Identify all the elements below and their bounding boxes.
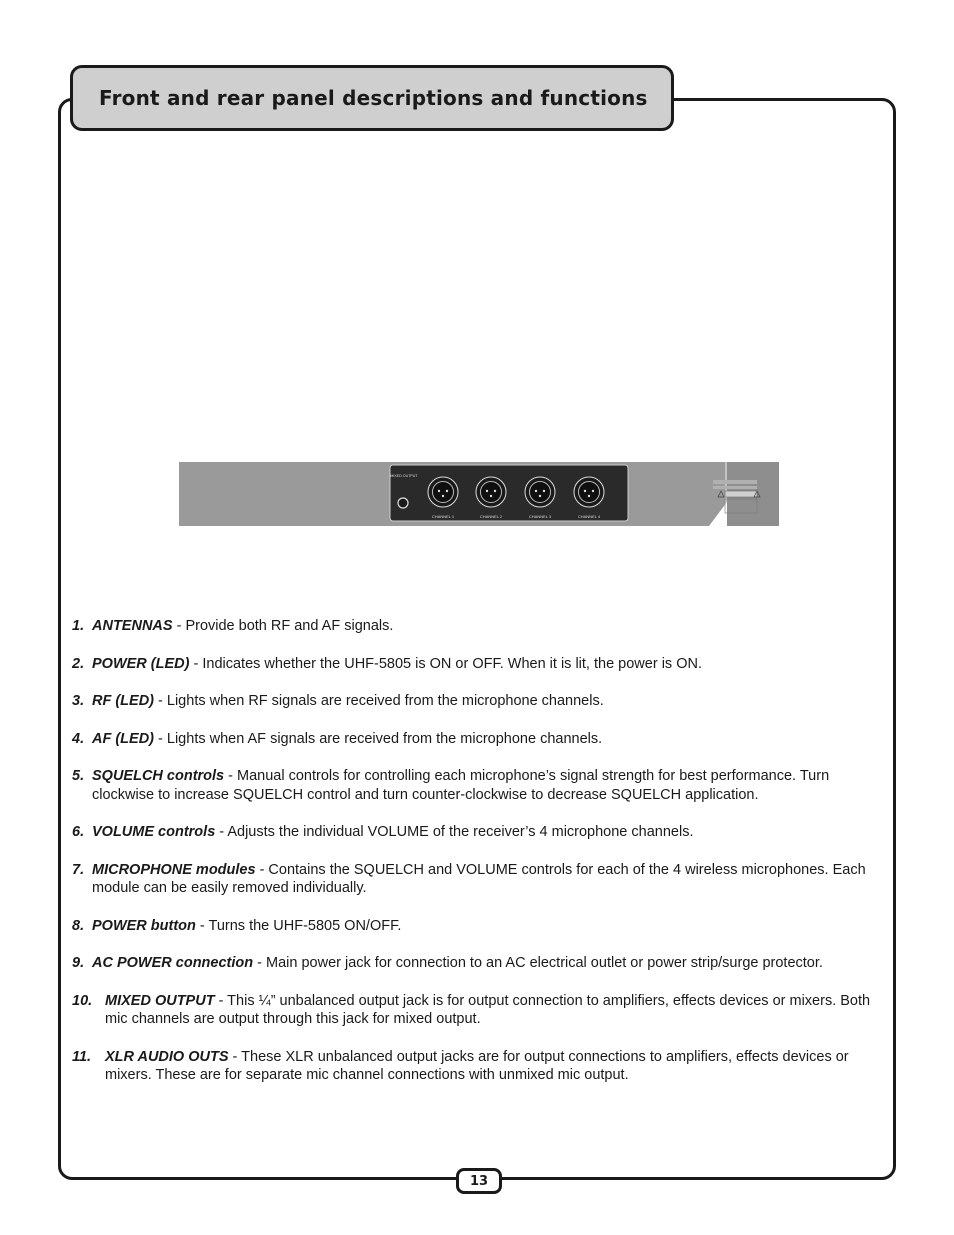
mixed-output-label: MIXED OUTPUT [390, 474, 418, 478]
item-number: 6. [72, 824, 85, 840]
item-desc: - Main power jack for connection to an AC electrical outlet or power strip/surge protector. [253, 955, 823, 971]
list-item [72, 1048, 882, 1085]
item-term: POWER button [92, 917, 196, 934]
list-item [72, 992, 882, 1029]
item-term: SQUELCH controls [92, 768, 225, 784]
item-number: 4. [72, 730, 85, 747]
xlr-out-channel-2 [476, 477, 506, 507]
channel-label-3: CHANNEL 3 [528, 514, 552, 519]
item-number: 10. [72, 992, 93, 1009]
xlr-out-channel-1 [428, 477, 458, 507]
item-desc: - Provide both RF and AF signals. [172, 618, 394, 634]
list-item [72, 617, 882, 636]
mixed-output-jack-icon [398, 498, 408, 508]
item-term: ANTENNAS [92, 618, 173, 634]
list-item [72, 730, 882, 749]
item-number: 2. [72, 655, 85, 672]
description-list [72, 617, 882, 1104]
item-desc: - These XLR unbalanced output jacks are for output connections to amplifiers, effects devices or mixers. These are for separate mic channel connections with unmixed mic output. [105, 1048, 849, 1083]
channel-label-4: CHANNEL 4 [577, 514, 601, 519]
channel-label-1: CHANNEL 1 [431, 514, 455, 519]
page-number: 13 [456, 1168, 502, 1194]
list-item [72, 767, 882, 804]
item-term: POWER (LED) [92, 655, 190, 672]
rear-panel-illustration [179, 462, 779, 526]
list-item [72, 692, 882, 711]
item-term: AC POWER connection [92, 955, 254, 971]
item-term: MICROPHONE modules [92, 861, 256, 878]
item-number: 7. [72, 861, 85, 878]
item-term: XLR AUDIO OUTS [105, 1048, 229, 1065]
item-desc: - Lights when RF signals are received from the microphone channels. [154, 693, 604, 709]
item-number: 3. [72, 693, 85, 709]
item-number: 5. [72, 768, 85, 784]
item-desc: - Adjusts the individual VOLUME of the receiver’s 4 microphone channels. [215, 824, 694, 840]
list-item [72, 655, 882, 674]
page-title: Front and rear panel descriptions and functions [99, 86, 648, 110]
item-desc: - Indicates whether the UHF-5805 is ON or OFF. When it is lit, the power is ON. [189, 655, 702, 672]
xlr-out-channel-4 [574, 477, 604, 507]
item-desc: - This ¼” unbalanced output jack is for output connection to amplifiers, effects devices or mixers. Both mic channels are output through this jack for mixed output. [105, 992, 871, 1027]
channel-label-2: CHANNEL 2 [479, 514, 503, 519]
list-item [72, 823, 882, 842]
item-desc: - Lights when AF signals are received from the microphone channels. [154, 730, 603, 747]
item-term: MIXED OUTPUT [105, 992, 215, 1009]
item-desc: - Contains the SQUELCH and VOLUME controls for each of the 4 wireless microphones. Each module can be easily removed individually. [92, 861, 866, 896]
item-term: VOLUME controls [92, 824, 216, 840]
xlr-out-channel-3 [525, 477, 555, 507]
item-term: RF (LED) [92, 693, 155, 709]
item-number: 8. [72, 917, 85, 934]
item-term: AF (LED) [92, 730, 155, 747]
item-number: 9. [72, 955, 85, 971]
rear-panel-svg [179, 462, 779, 526]
item-number: 1. [72, 618, 85, 634]
title-tab [70, 65, 674, 131]
list-item [72, 917, 882, 936]
list-item [72, 954, 882, 973]
item-desc: - Manual controls for controlling each microphone’s signal strength for best performance. Turn clockwise to increase SQUELCH control and turn counter-clockwise to decrease SQUELCH application. [92, 768, 830, 803]
item-number: 11. [72, 1048, 92, 1065]
item-desc: - Turns the UHF-5805 ON/OFF. [195, 917, 402, 934]
list-item [72, 861, 882, 898]
